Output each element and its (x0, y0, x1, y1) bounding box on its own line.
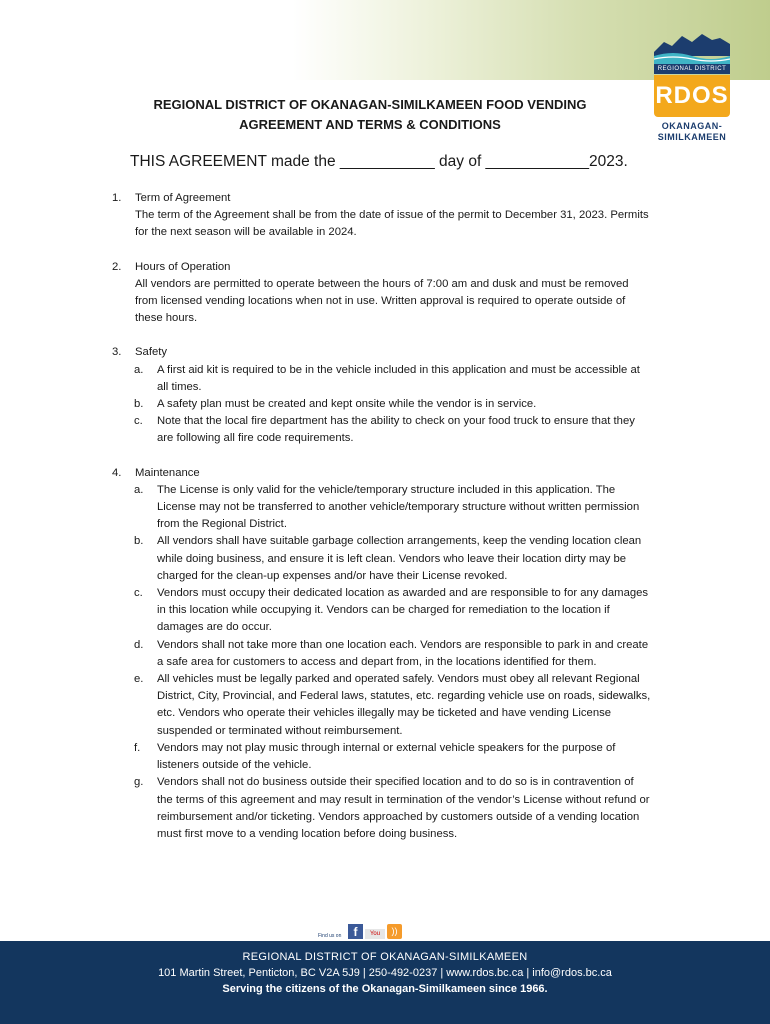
item-text: The License is only valid for the vehicle/temporary structure included in this application. The License may not be transferred to another vehicle/temporary structure without written permission from the Regional District. (157, 483, 640, 531)
list-item (134, 413, 652, 447)
terms-body (0, 190, 770, 843)
item-letter: g. (134, 776, 144, 789)
section-heading: Term of Agreement (135, 192, 231, 204)
item-letter: a. (134, 363, 144, 376)
facebook-icon[interactable]: f (348, 924, 363, 939)
item-letter: c. (134, 415, 143, 428)
agreement-date-line: THIS AGREEMENT made the ___________ day of ____________2023. (130, 153, 628, 170)
list-item (134, 774, 652, 843)
list-item (134, 533, 652, 585)
rdos-logo (654, 30, 730, 144)
item-letter: b. (134, 398, 144, 411)
list-item (134, 671, 652, 740)
item-text: All vendors shall have suitable garbage collection arrangements, keep the vending location clean while doing business, and ensure it is left clean. Vendors who leave their location dirty may be charged for the clean-up expenses and/or have their License revoked. (157, 535, 642, 582)
list-item (134, 637, 652, 671)
list-item (134, 362, 652, 396)
footer-org-name: REGIONAL DISTRICT OF OKANAGAN-SIMILKAMEEN (242, 951, 528, 963)
section-number: 1. (112, 192, 122, 204)
item-letter: e. (134, 673, 144, 686)
item-text: Vendors must occupy their dedicated location as awarded and are responsible to for any damages in this location while occupying it. Vendors can be charged for remediation to the location if damages are do occur. (157, 587, 649, 634)
find-us-label: Find us on (318, 933, 342, 939)
item-text: A first aid kit is required to be in the vehicle included in this application and must be accessible at all times. (157, 363, 640, 393)
item-text: A safety plan must be created and kept onsite while the vendor is in service. (157, 398, 537, 411)
item-letter: a. (134, 483, 144, 496)
section-number: 2. (112, 260, 122, 273)
logo-acronym: RDOS (654, 75, 730, 117)
footer-tagline: Serving the citizens of the Okanagan-Similkameen since 1966. (222, 983, 548, 995)
section-heading: Safety (135, 346, 168, 359)
list-item (134, 585, 652, 637)
logo-name-line1: OKANAGAN- (661, 121, 723, 131)
footer (0, 941, 770, 1024)
item-text: Vendors may not play music through internal or external vehicle speakers for the purpose of listeners outside of the vehicle. (157, 741, 616, 772)
item-letter: f. (134, 741, 141, 754)
mountain-logo-icon (654, 30, 730, 64)
item-text: Vendors shall not take more than one location each. Vendors are responsible to park in and create a safe area for customers to access and depart from, in the locations identified for them. (157, 638, 649, 668)
rss-icon[interactable]: )) (387, 924, 402, 939)
item-letter: c. (134, 587, 143, 600)
section-number: 4. (112, 466, 122, 479)
section-text: All vendors are permitted to operate between the hours of 7:00 am and dusk and must be removed from licensed vending locations when not in use. Written approval is required to operate outside of these hours. (135, 277, 629, 325)
item-text: Note that the local fire department has the ability to check on your food truck to ensure that they are following all fire code requirements. (157, 415, 635, 445)
section-heading: Maintenance (135, 466, 200, 479)
logo-name-line2: SIMILKAMEEN (657, 132, 727, 142)
item-letter: d. (134, 638, 144, 651)
section-hours-of-operation (112, 259, 652, 328)
item-text: Vendors shall not do business outside their specified location and to do so is in contravention of the terms of this agreement and may result in termination of the vendor’s License without refund or reimbursement and/or ticketing. Vendors approached by customers outside of a vending location must first move to a vending location before doing business. (157, 776, 650, 840)
title-line-1: REGIONAL DISTRICT OF OKANAGAN-SIMILKAMEEN FOOD VENDING (153, 97, 587, 112)
section-term-of-agreement (112, 190, 652, 242)
footer-contact: 101 Martin Street, Penticton, BC V2A 5J9 | 250-492-0237 | www.rdos.bc.ca | info@rdos.bc.ca (158, 967, 612, 979)
item-letter: b. (134, 535, 144, 548)
list-item (134, 396, 652, 413)
section-text: The term of the Agreement shall be from the date of issue of the permit to December 31, 2023. Permits for the next season will be available in 2024. (135, 209, 649, 239)
section-safety (112, 344, 652, 447)
item-text: All vehicles must be legally parked and operated safely. Vendors must obey all relevant Regional District, City, Provincial, and Federal laws, statutes, etc. regarding vehicle use on roads, sidewalks, etc. Vendors who operate their vehicles illegally may be ticketed and have vending License suspended or terminated without reimbursement. (157, 673, 651, 737)
section-number: 3. (112, 346, 122, 359)
logo-regional-district-label: REGIONAL DISTRICT (654, 64, 730, 74)
list-item (134, 482, 652, 534)
list-item (134, 740, 652, 774)
title-line-2: AGREEMENT AND TERMS & CONDITIONS (239, 117, 501, 132)
section-maintenance (112, 465, 652, 843)
document-title (80, 95, 660, 135)
youtube-icon[interactable]: You (365, 929, 385, 939)
section-heading: Hours of Operation (135, 260, 231, 273)
